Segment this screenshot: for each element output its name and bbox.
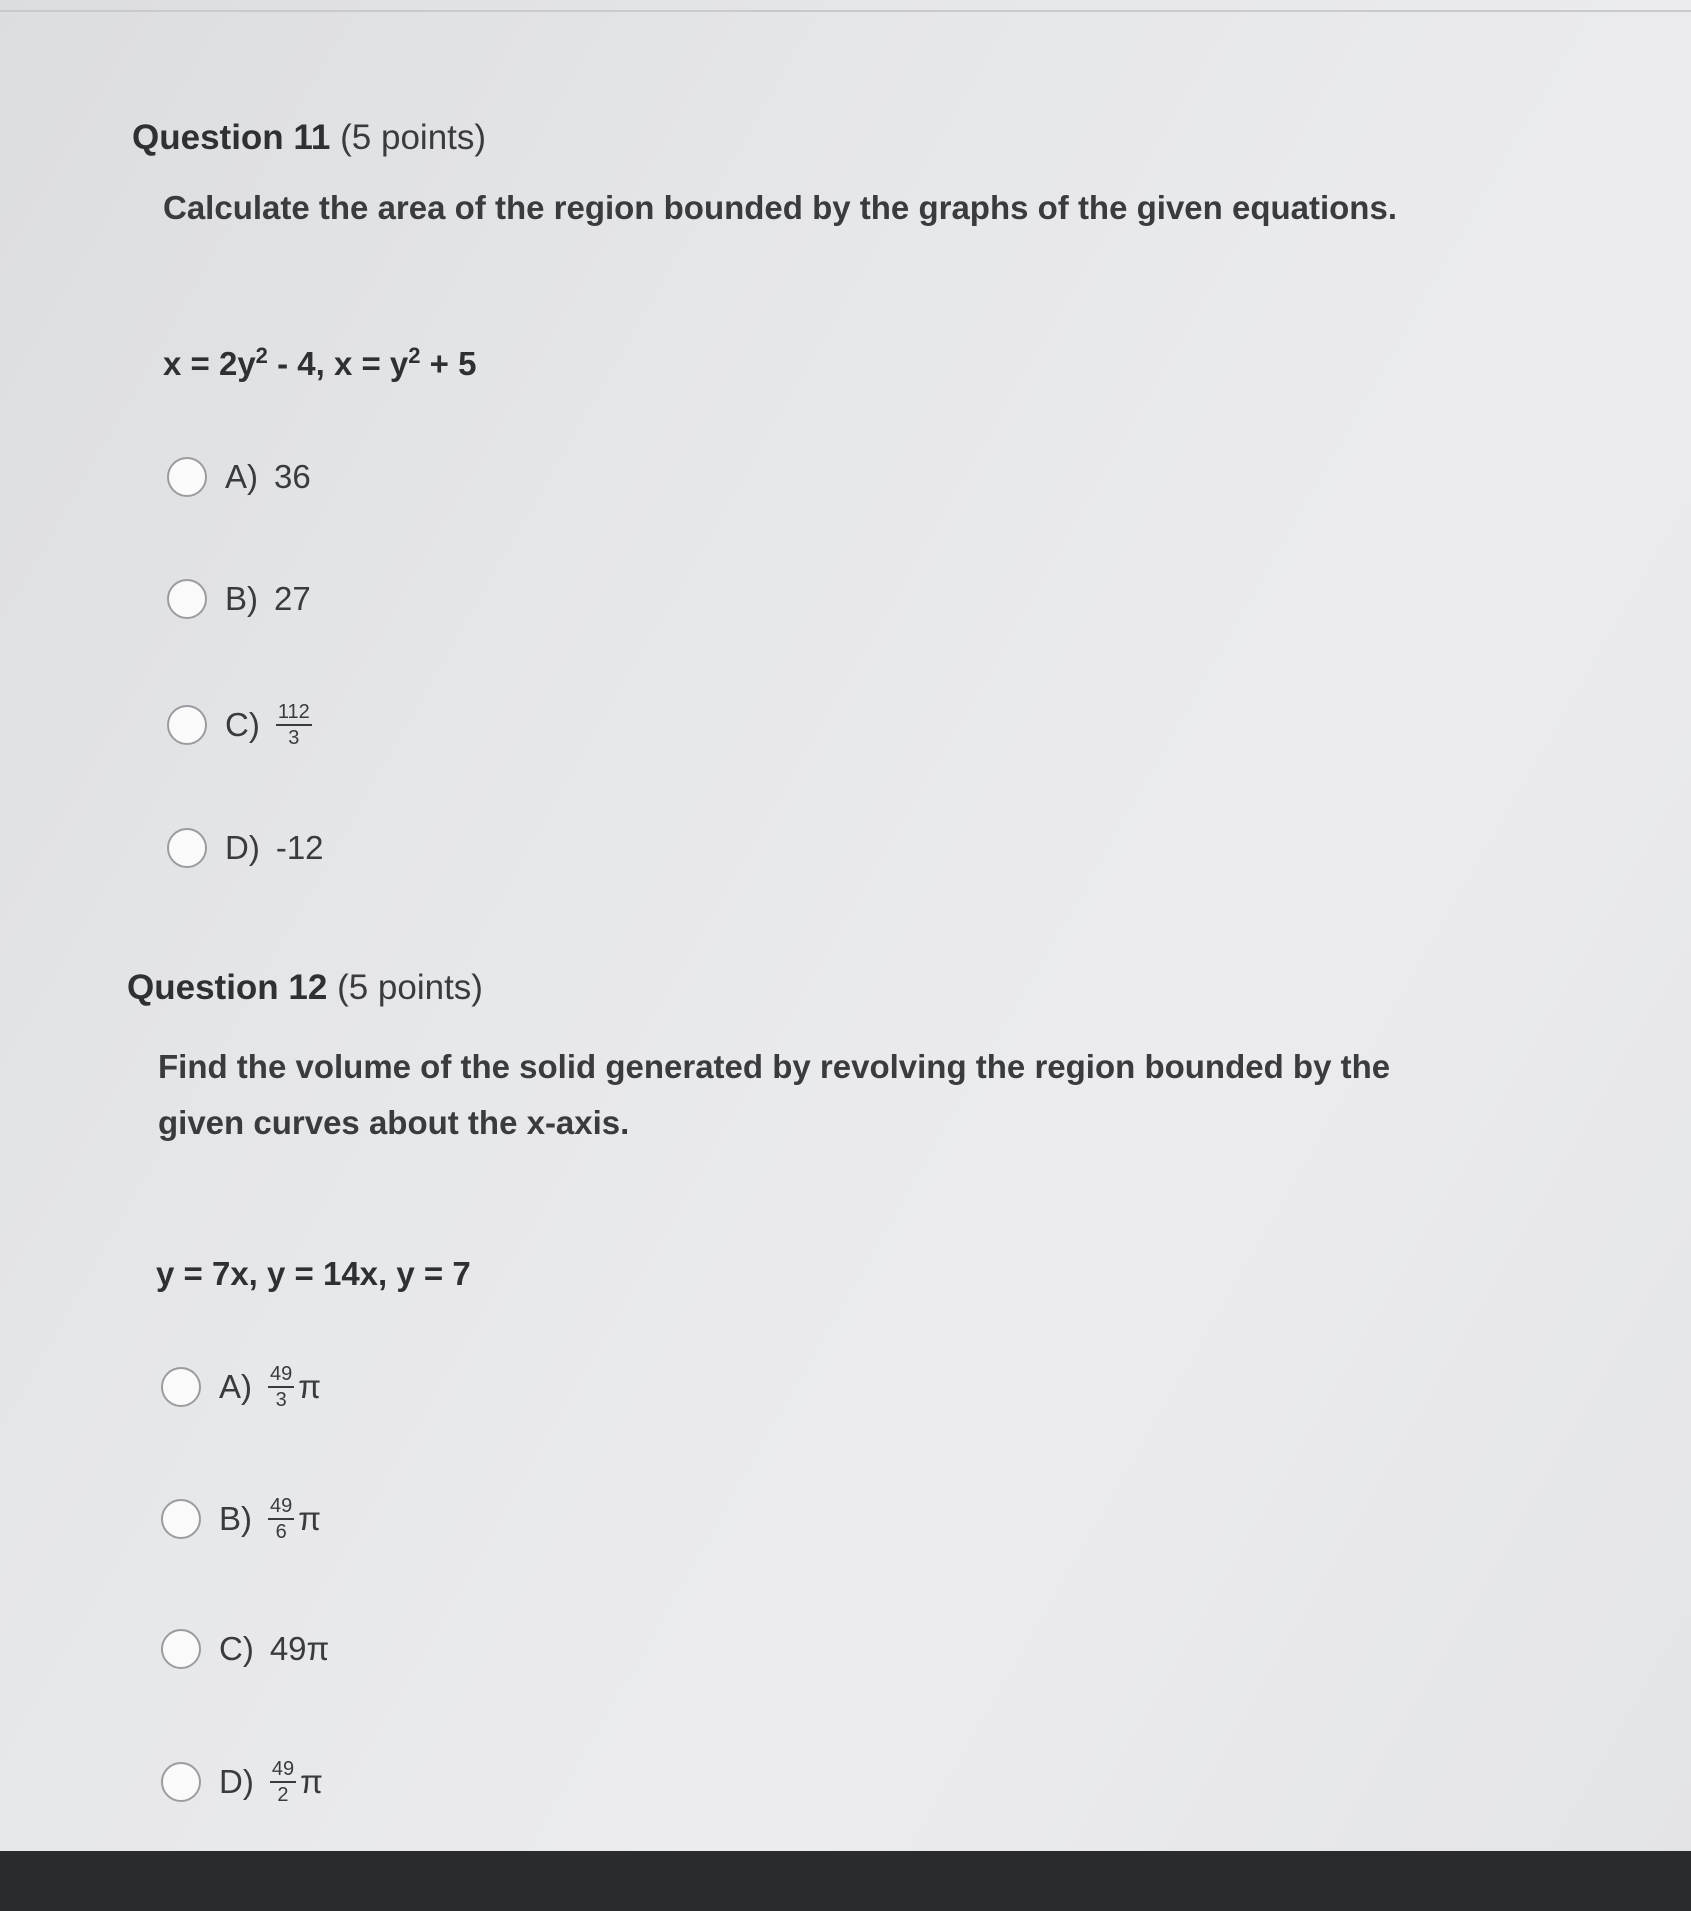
fraction-numerator: 49 xyxy=(268,1363,294,1388)
q12-option-c[interactable] xyxy=(161,1624,329,1674)
question-title: Question 11 xyxy=(132,118,331,157)
question-12-header xyxy=(127,968,483,1008)
option-letter: A) xyxy=(225,458,258,495)
q11-option-b[interactable] xyxy=(167,574,311,624)
pi-symbol: π xyxy=(298,1368,322,1405)
question-equation: y = 7x, y = 14x, y = 7 xyxy=(156,1255,471,1292)
fraction-denominator: 2 xyxy=(277,1784,289,1806)
radio-unselected-icon[interactable] xyxy=(161,1762,201,1802)
pi-symbol: π xyxy=(300,1763,323,1800)
question-prompt-line: Find the volume of the solid generated by revolving the region bounded by the xyxy=(158,1048,1391,1085)
question-title: Question 12 xyxy=(127,968,328,1007)
question-prompt-line: given curves about the x-axis. xyxy=(158,1104,630,1141)
fraction xyxy=(268,1495,294,1543)
option-value xyxy=(268,1495,321,1543)
q12-option-a[interactable] xyxy=(161,1362,321,1412)
option-letter: B) xyxy=(219,1500,252,1537)
fraction-denominator: 6 xyxy=(275,1521,287,1543)
option-letter: C) xyxy=(225,706,260,743)
radio-unselected-icon[interactable] xyxy=(167,457,207,497)
fraction-numerator: 49 xyxy=(268,1495,294,1520)
question-points: (5 points) xyxy=(337,968,483,1007)
radio-unselected-icon[interactable] xyxy=(161,1367,201,1407)
equation-exponent: 2 xyxy=(255,343,268,368)
fraction xyxy=(268,1363,294,1411)
option-value xyxy=(270,1758,323,1806)
option-value: 49π xyxy=(269,1630,330,1667)
pi-symbol: π xyxy=(298,1500,322,1537)
radio-unselected-icon[interactable] xyxy=(167,828,207,868)
equation-exponent: 2 xyxy=(408,343,421,368)
question-11-header xyxy=(132,118,486,158)
fraction xyxy=(276,701,312,749)
radio-unselected-icon[interactable] xyxy=(161,1499,201,1539)
q11-option-a[interactable] xyxy=(167,452,311,502)
fraction-numerator: 112 xyxy=(276,701,312,726)
question-prompt: Calculate the area of the region bounded by the graphs of the given equations. xyxy=(163,189,1397,226)
q11-option-d[interactable] xyxy=(167,823,324,873)
option-value: 27 xyxy=(274,580,311,617)
equation-part: + 5 xyxy=(420,345,477,382)
option-value: 36 xyxy=(274,458,311,495)
option-value xyxy=(276,701,312,749)
option-value xyxy=(268,1363,321,1411)
radio-unselected-icon[interactable] xyxy=(167,705,207,745)
option-letter: A) xyxy=(219,1368,252,1405)
option-letter: B) xyxy=(225,580,258,617)
question-equation xyxy=(163,345,476,383)
equation-part: - 4, x = y xyxy=(267,345,409,382)
fraction-denominator: 3 xyxy=(288,727,300,749)
fraction-denominator: 3 xyxy=(275,1389,287,1411)
option-letter: C) xyxy=(219,1630,254,1667)
fraction-numerator: 49 xyxy=(270,1758,296,1783)
screen-bezel xyxy=(0,1851,1691,1911)
equation-part: x = 2y xyxy=(163,345,256,382)
option-value: -12 xyxy=(275,829,324,866)
radio-unselected-icon[interactable] xyxy=(167,579,207,619)
option-letter: D) xyxy=(219,1763,254,1800)
top-divider xyxy=(0,10,1691,12)
q12-option-d[interactable] xyxy=(161,1757,323,1807)
fraction xyxy=(270,1758,296,1806)
option-letter: D) xyxy=(225,829,260,866)
radio-unselected-icon[interactable] xyxy=(161,1629,201,1669)
question-prompt xyxy=(158,1039,1390,1151)
question-points: (5 points) xyxy=(340,118,487,157)
q11-option-c[interactable] xyxy=(167,700,312,750)
q12-option-b[interactable] xyxy=(161,1494,321,1544)
